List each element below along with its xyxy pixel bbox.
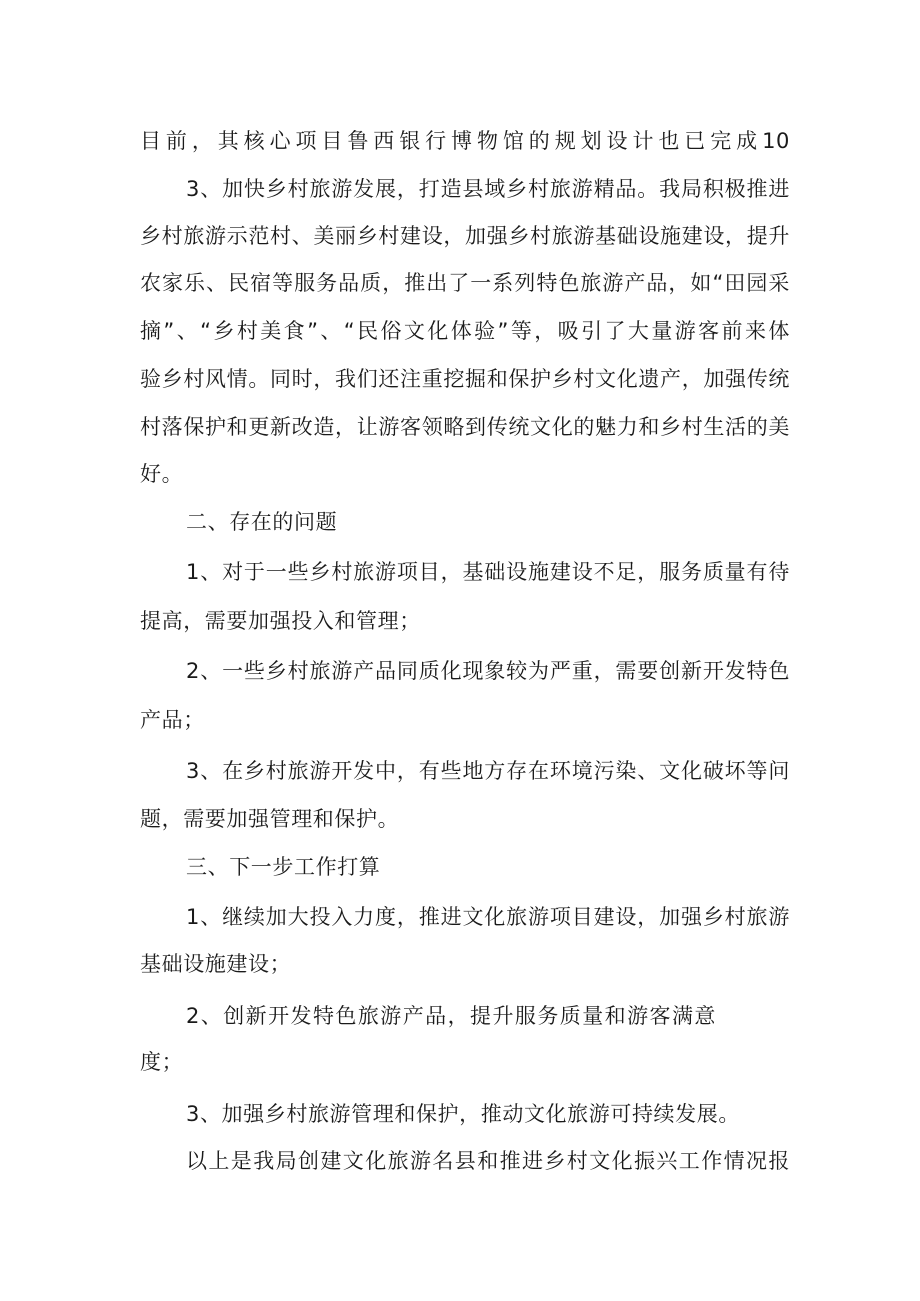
paragraph-line: 村落保护和更新改造，让游客领略到传统文化的魅力和乡村生活的美 xyxy=(140,415,790,439)
paragraph-line: 目前，其核心项目鲁西银行博物馆的规划设计也已完成10 xyxy=(140,129,790,153)
paragraph-line: 3、在乡村旅游开发中，有些地方存在环境污染、文化破坏等问 xyxy=(186,759,790,783)
section-heading: 三、下一步工作打算 xyxy=(186,855,381,879)
paragraph-line: 提高，需要加强投入和管理； xyxy=(140,609,421,633)
section-heading: 二、存在的问题 xyxy=(186,510,338,534)
paragraph-line: 2、一些乡村旅游产品同质化现象较为严重，需要创新开发特色 xyxy=(186,659,790,683)
paragraph-line: 题，需要加强管理和保护。 xyxy=(140,807,400,831)
paragraph-line: 农家乐、民宿等服务品质，推出了一系列特色旅游产品，如“田园采 xyxy=(140,271,790,295)
paragraph-line: 度； xyxy=(140,1050,184,1074)
paragraph-line: 产品； xyxy=(140,708,205,732)
paragraph-line: 3、加快乡村旅游发展，打造县域乡村旅游精品。我局积极推进 xyxy=(186,177,790,201)
paragraph-line: 基础设施建设； xyxy=(140,952,292,976)
paragraph-line: 2、创新开发特色旅游产品，提升服务质量和游客满意 xyxy=(186,1004,716,1028)
paragraph-line: 3、加强乡村旅游管理和保护，推动文化旅游可持续发展。 xyxy=(186,1102,740,1126)
paragraph-line: 好。 xyxy=(140,462,184,486)
paragraph-line: 1、继续加大投入力度，推进文化旅游项目建设，加强乡村旅游 xyxy=(186,905,790,929)
paragraph-line: 验乡村风情。同时，我们还注重挖掘和保护乡村文化遗产，加强传统 xyxy=(140,367,790,391)
paragraph-line: 摘”、“乡村美食”、“民俗文化体验”等，吸引了大量游客前来体 xyxy=(140,319,790,343)
paragraph-line: 以上是我局创建文化旅游名县和推进乡村文化振兴工作情况报 xyxy=(186,1149,790,1173)
paragraph-line: 1、对于一些乡村旅游项目，基础设施建设不足，服务质量有待 xyxy=(186,560,790,584)
paragraph-line: 乡村旅游示范村、美丽乡村建设，加强乡村旅游基础设施建设，提升 xyxy=(140,224,790,248)
